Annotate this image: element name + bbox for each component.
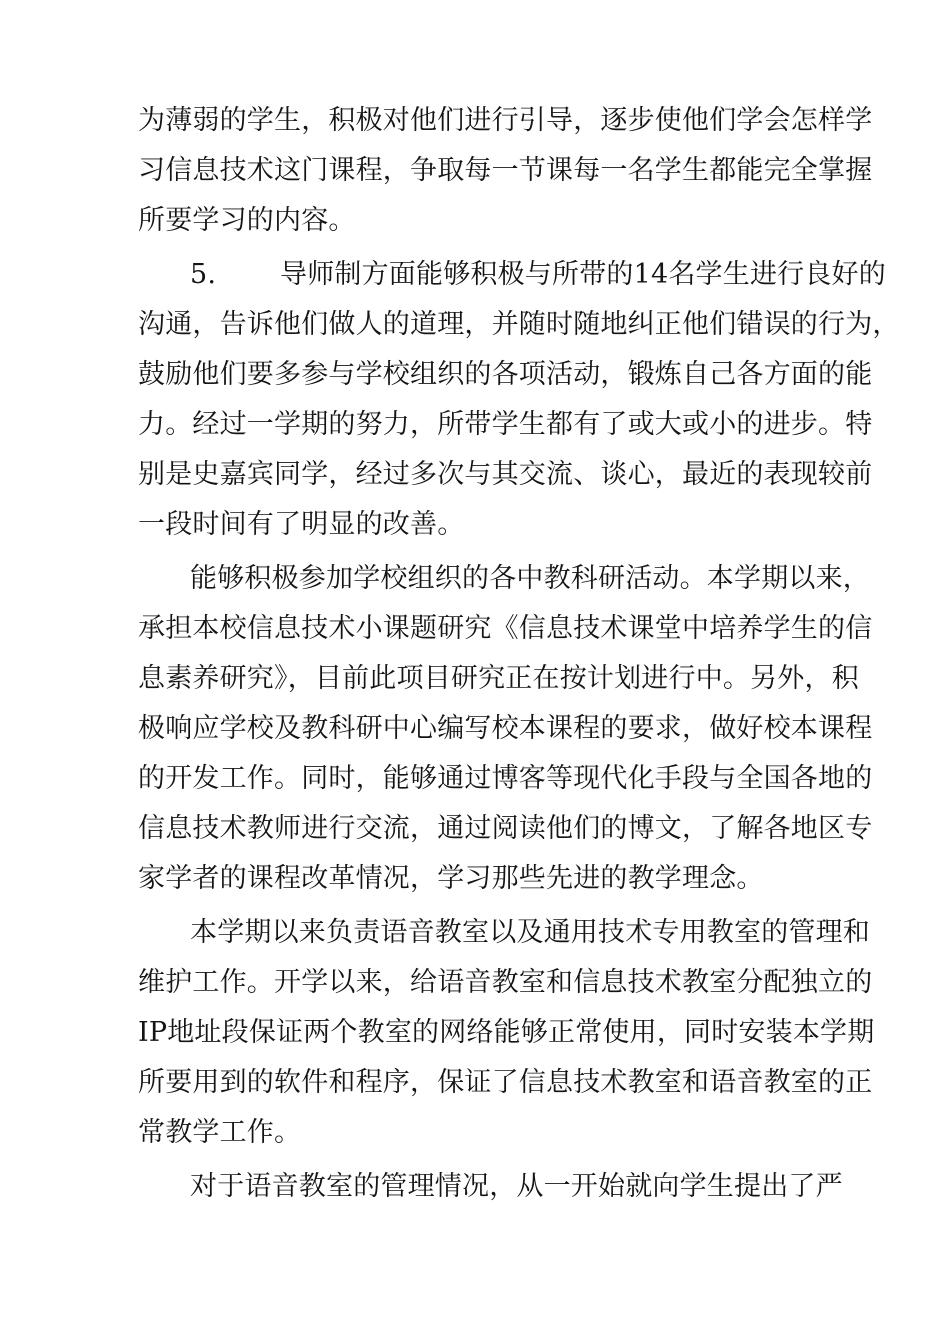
list-item-first-line	[138, 250, 886, 300]
text-line: 习信息技术这门课程，争取每一节课每一名学生都能完全掌握	[138, 155, 873, 186]
text-line: 常教学工作。	[138, 1117, 302, 1148]
text-line: 息素养研究》，目前此项目研究正在按计划进行中。另外，积	[138, 663, 859, 694]
paragraph-first-line: 能够积极参加学校组织的各中教科研活动。本学期以来，	[190, 563, 870, 594]
text-line: 一段时间有了明显的改善。	[138, 509, 465, 540]
text-line: IP地址段保证两个教室的网络能够正常使用，同时安装本学期	[138, 1017, 875, 1048]
document-body	[138, 96, 900, 1212]
text-line: 信息技术教师进行交流，通过阅读他们的博文，了解各地区专	[138, 813, 873, 844]
text-line: 所要学习的内容。	[138, 205, 356, 236]
text-line: 的开发工作。同时，能够通过博客等现代化手段与全国各地的	[138, 763, 873, 794]
text-line: 家学者的课程改革情况，学习那些先进的教学理念。	[138, 863, 764, 894]
paragraph-first-line: 对于语音教室的管理情况，从一开始就向学生提出了严	[190, 1171, 843, 1202]
text-line: 鼓励他们要多参与学校组织的各项活动，锻炼自己各方面的能	[138, 359, 873, 390]
list-item-text: 导师制方面能够积极与所带的14名学生进行良好的	[280, 259, 886, 290]
list-number: 5.	[190, 259, 217, 290]
text-line: 维护工作。开学以来，给语音教室和信息技术教室分配独立的	[138, 967, 873, 998]
text-line: 为薄弱的学生，积极对他们进行引导，逐步使他们学会怎样学	[138, 105, 873, 136]
text-line: 极响应学校及教科研中心编写校本课程的要求，做好校本课程	[138, 713, 873, 744]
paragraph-first-line: 本学期以来负责语音教室以及通用技术专用教室的管理和	[190, 917, 870, 948]
text-line: 别是史嘉宾同学，经过多次与其交流、谈心，最近的表现较前	[138, 459, 873, 490]
text-line: 力。经过一学期的努力，所带学生都有了或大或小的进步。特	[138, 409, 873, 440]
text-line: 所要用到的软件和程序，保证了信息技术教室和语音教室的正	[138, 1067, 873, 1098]
text-line: 承担本校信息技术小课题研究《信息技术课堂中培养学生的信	[138, 613, 873, 644]
text-line: 沟通，告诉他们做人的道理，并随时随地纠正他们错误的行为，	[138, 309, 900, 340]
